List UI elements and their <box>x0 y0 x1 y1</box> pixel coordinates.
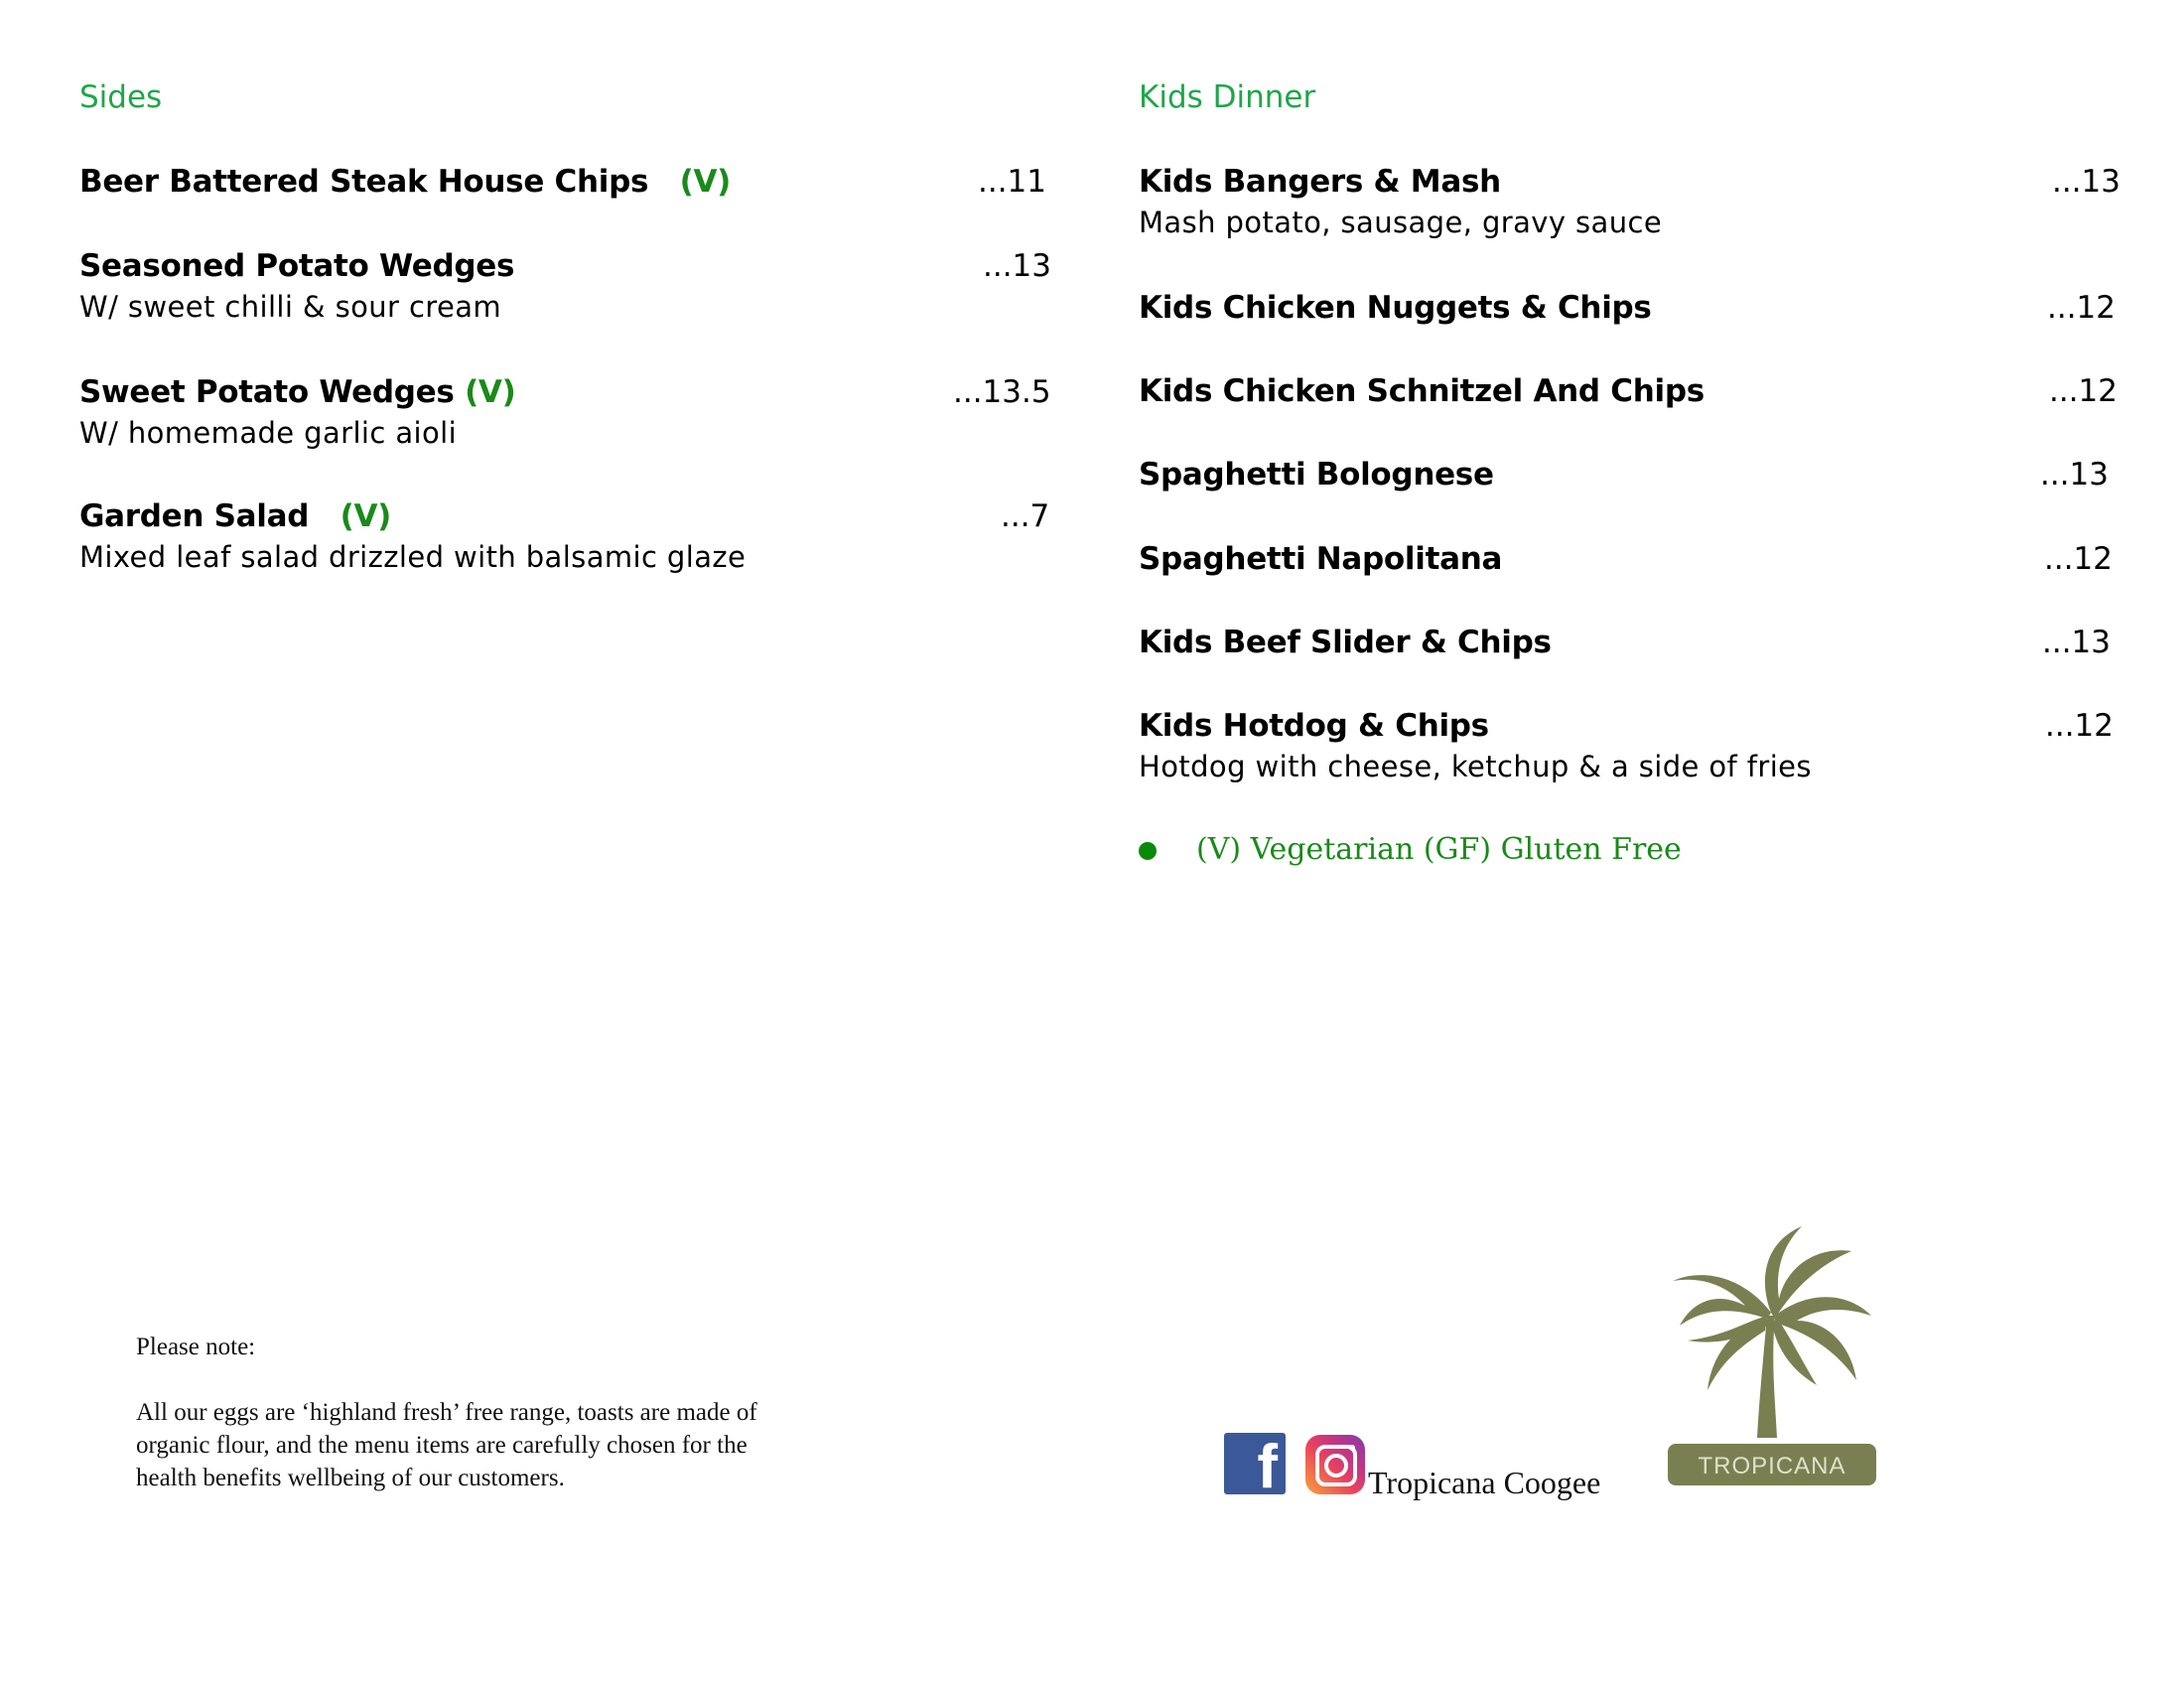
menu-item <box>1139 625 2127 660</box>
item-name: Spaghetti Napolitana <box>1139 541 1503 577</box>
item-price: ...13.5 <box>953 374 1051 410</box>
item-name: Spaghetti Bolognese <box>1139 457 1494 492</box>
item-price: ...13 <box>2042 625 2112 660</box>
note-line: All our eggs are ‘highland fresh’ free range, toasts are made of <box>136 1399 757 1426</box>
item-description: W/ sweet chilli & sour cream <box>79 290 502 324</box>
item-description: Mixed leaf salad drizzled with balsamic glaze <box>79 540 747 574</box>
item-name: Seasoned Potato Wedges <box>79 248 515 284</box>
vegetarian-tag: (V) <box>679 164 732 200</box>
kids-dinner-heading: Kids Dinner <box>1139 79 1316 115</box>
menu-item <box>1139 373 2127 409</box>
menu-item <box>79 164 1072 200</box>
item-name: Sweet Potato Wedges <box>79 374 455 410</box>
menu-item <box>1139 708 2127 783</box>
social-handle: Tropicana Coogee <box>1368 1465 1601 1500</box>
bullet-icon <box>1139 842 1157 860</box>
vegetarian-tag: (V) <box>465 374 516 410</box>
facebook-icon[interactable]: f <box>1224 1433 1286 1494</box>
menu-item <box>1139 541 2127 577</box>
item-name: Kids Beef Slider & Chips <box>1139 625 1552 660</box>
instagram-icon[interactable] <box>1305 1435 1365 1494</box>
item-description: Hotdog with cheese, ketchup & a side of fries <box>1139 750 1812 783</box>
item-description: Mash potato, sausage, gravy sauce <box>1139 206 1663 239</box>
item-name: Kids Bangers & Mash <box>1139 164 1501 200</box>
item-price: ...13 <box>983 248 1052 284</box>
menu-item <box>79 498 1072 574</box>
item-name: Garden Salad <box>79 498 310 534</box>
note-heading: Please note: <box>136 1334 256 1360</box>
item-price: ...11 <box>978 164 1047 200</box>
item-name: Beer Battered Steak House Chips <box>79 164 649 200</box>
item-price: ...12 <box>2044 541 2114 577</box>
item-price: ...12 <box>2045 708 2115 744</box>
item-price: ...13 <box>2052 164 2121 200</box>
item-name: Kids Chicken Nuggets & Chips <box>1139 290 1652 326</box>
note-line: organic flour, and the menu items are carefully chosen for the <box>136 1432 748 1459</box>
item-price: ...13 <box>2040 457 2110 492</box>
logo-text: TROPICANA <box>1698 1453 1846 1479</box>
item-price: ...12 <box>2049 373 2118 409</box>
menu-item <box>1139 290 2127 326</box>
tropicana-logo <box>1668 1221 1876 1489</box>
note-line: health benefits wellbeing of our customers. <box>136 1465 565 1491</box>
menu-item <box>79 248 1072 324</box>
menu-item <box>79 374 1072 450</box>
item-price: ...7 <box>1001 498 1050 534</box>
dietary-legend <box>1139 832 1682 867</box>
please-note <box>136 1331 930 1494</box>
item-price: ...12 <box>2047 290 2116 326</box>
item-name: Kids Hotdog & Chips <box>1139 708 1489 744</box>
item-description: W/ homemade garlic aioli <box>79 416 458 450</box>
legend-text: (V) Vegetarian (GF) Gluten Free <box>1196 832 1682 867</box>
menu-item <box>1139 164 2127 239</box>
sides-heading: Sides <box>79 79 163 115</box>
menu-item <box>1139 457 2127 492</box>
item-name: Kids Chicken Schnitzel And Chips <box>1139 373 1705 409</box>
vegetarian-tag: (V) <box>340 498 392 534</box>
